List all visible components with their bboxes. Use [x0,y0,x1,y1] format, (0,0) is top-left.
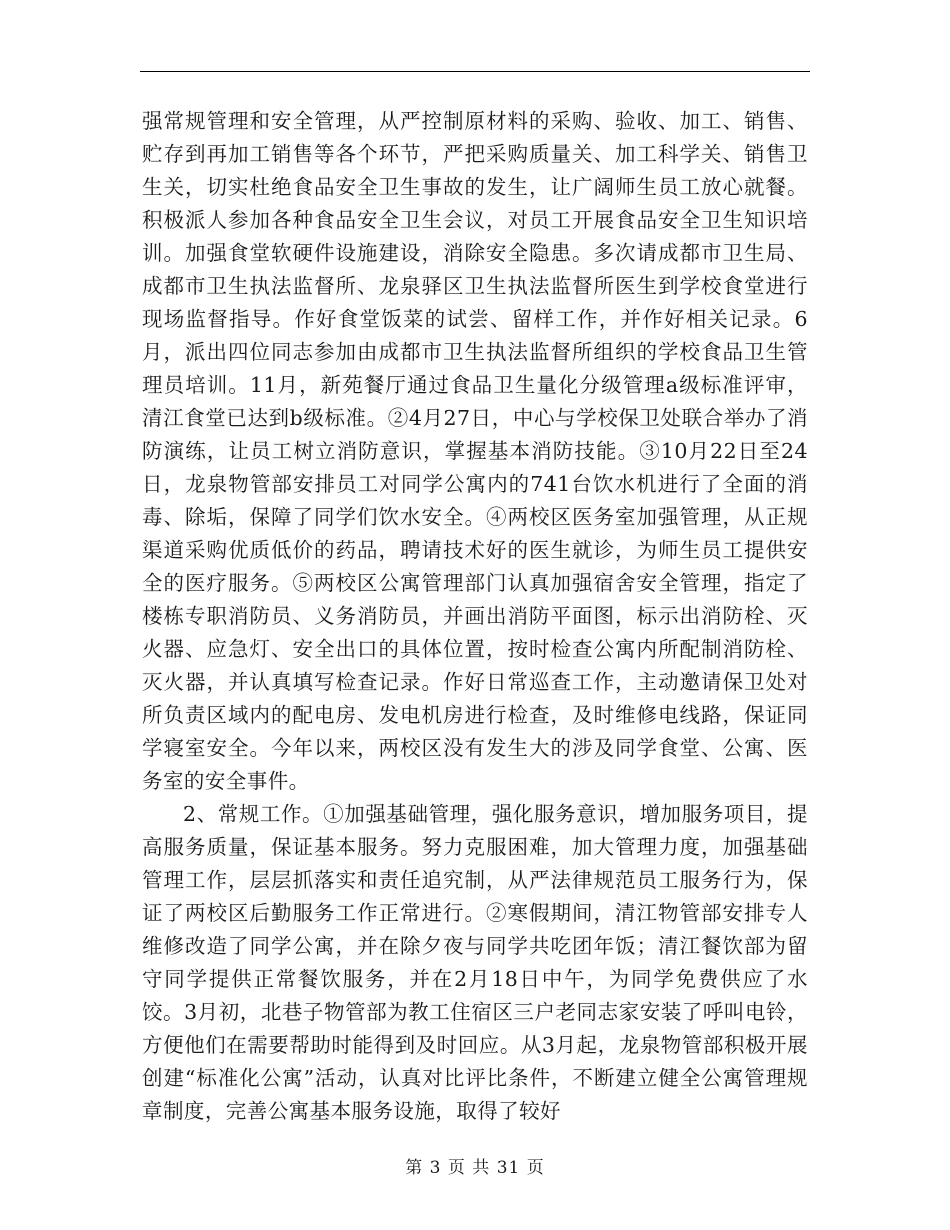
footer-total-label: 页 [526,1158,545,1178]
footer-total-prefix: 共 [472,1158,491,1178]
document-body [142,105,808,1128]
footer-page-label: 页 [447,1158,466,1178]
paragraph-routine-work: 2、常规工作。①加强基础管理，强化服务意识，增加服务项目，提高服务质量，保证基本服务。努力克服困难，加大管理力度，加强基础管理工作，层层抓落实和责任追究制，从严法律规范员工服务行为，保证了两校区后勤服务工作正常进行。②寒假期间，清江物管部安排专人维修改造了同学公寓，并在除夕夜与同学共吃团年饭；清江餐饮部为留守同学提供正常餐饮服务，并在2月18日中午，为同学免费供应了水饺。3月初，北巷子物管部为教工住宿区三户老同志家安装了呼叫电铃，方便他们在需要帮助时能得到及时回应。从3月起，龙泉物管部积极开展创建“标准化公寓”活动，认真对比评比条件，不断建立健全公寓管理规章制度，完善公寓基本服务设施，取得了较好 [142,802,808,1123]
footer-total-pages: 31 [496,1158,521,1178]
header-rule [140,71,810,72]
paragraph-continued: 强常规管理和安全管理，从严控制原材料的采购、验收、加工、销售、贮存到再加工销售等各个环节，严把采购质量关、加工科学关、销售卫生关，切实杜绝食品安全卫生事故的发生，让广阔师生员工放心就餐。积极派人参加各种食品安全卫生会议，对员工开展食品安全卫生知识培训。加强食堂软硬件设施建设，消除安全隐患。多次请成都市卫生局、成都市卫生执法监督所、龙泉驿区卫生执法监督所医生到学校食堂进行现场监督指导。作好食堂饭菜的试尝、留样工作，并作好相关记录。6月，派出四位同志参加由成都市卫生执法监督所组织的学校食品卫生管理员培训。11月，新苑餐厅通过食品卫生量化分级管理a级标准评审，清江食堂已达到b级标准。②4月27日，中心与学校保卫处联合举办了消防演练，让员工树立消防意识，掌握基本消防技能。③10月22日至24日，龙泉物管部安排员工对同学公寓内的741台饮水机进行了全面的消毒、除垢，保障了同学们饮水安全。④两校区医务室加强管理，从正规渠道采购优质低价的药品，聘请技术好的医生就诊，为师生员工提供安全的医疗服务。⑤两校区公寓管理部门认真加强宿舍安全管理，指定了楼栋专职消防员、义务消防员，并画出消防平面图，标示出消防栓、灭火器、应急灯、安全出口的具体位置，按时检查公寓内所配制消防栓、灭火器，并认真填写检查记录。作好日常巡查工作，主动邀请保卫处对所负责区域内的配电房、发电机房进行检查，及时维修电线路，保证同学寝室安全。今年以来，两校区没有发生大的涉及同学食堂、公寓、医务室的安全事件。 [142,109,808,793]
footer-current-page: 3 [429,1158,442,1178]
page-footer [0,1153,950,1178]
footer-prefix: 第 [405,1158,424,1178]
